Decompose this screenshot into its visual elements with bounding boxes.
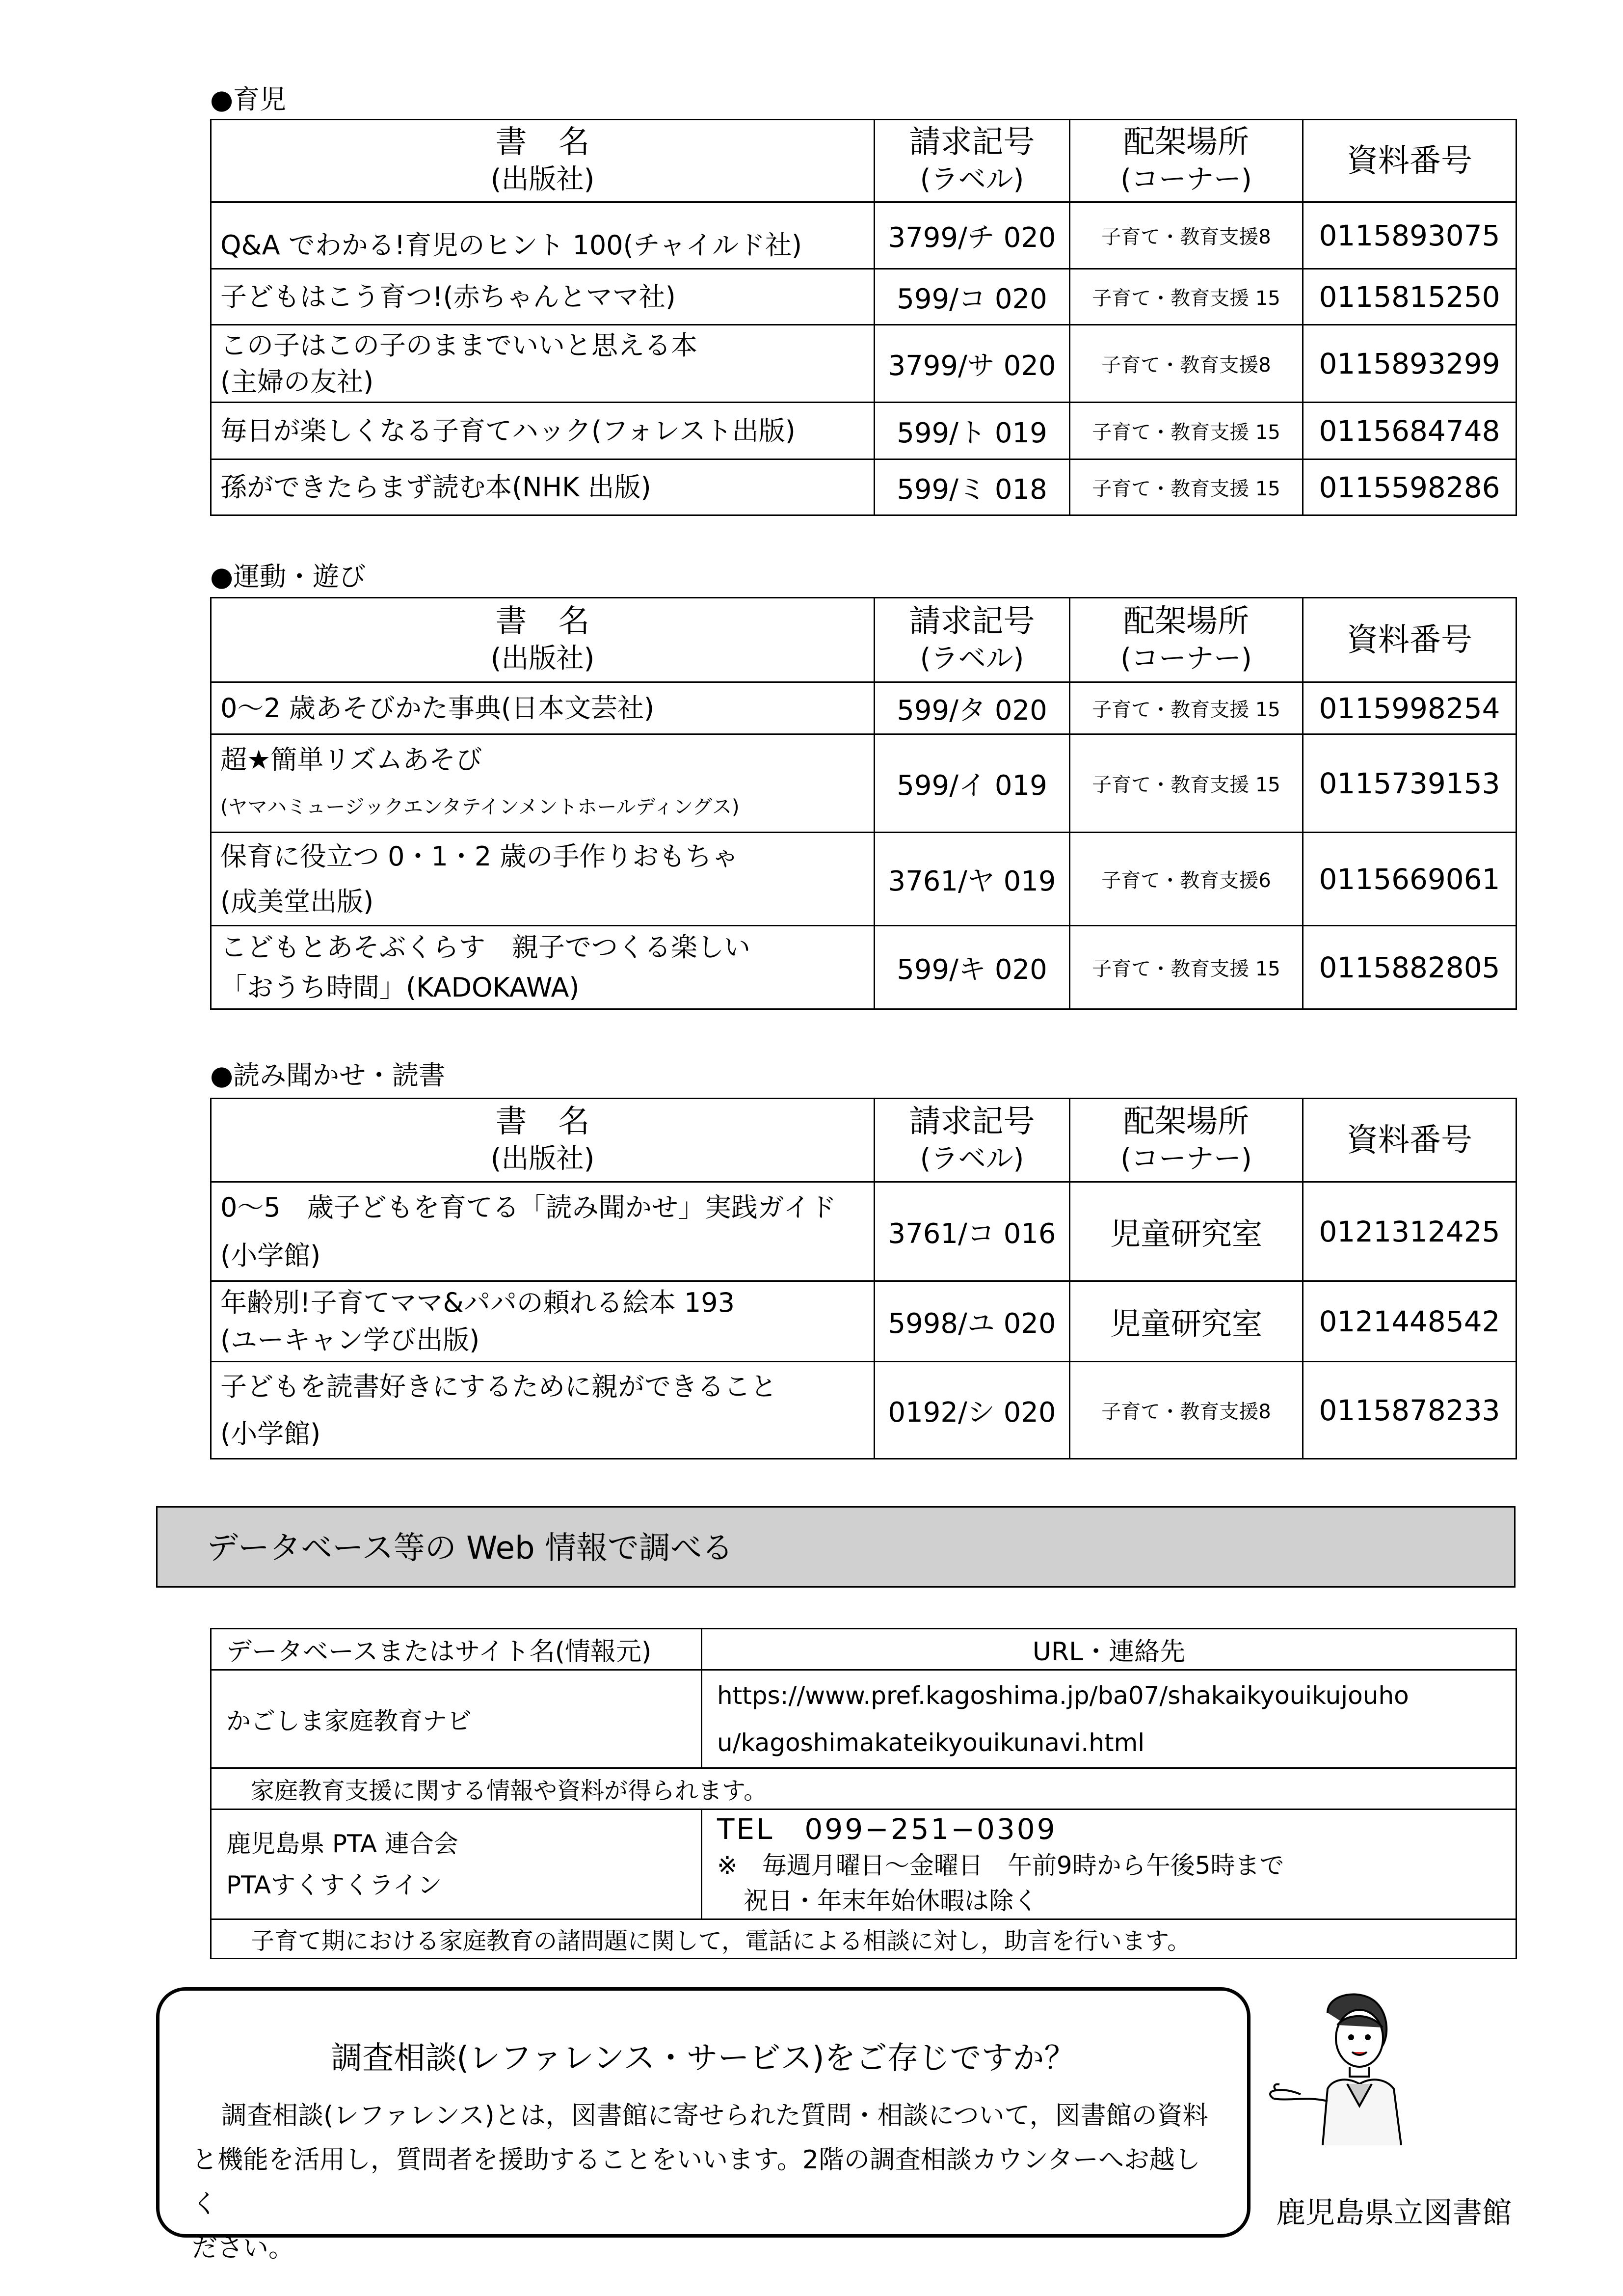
table-row bbox=[211, 403, 1517, 459]
site-name: 鹿児島県 PTA 連合会 PTAすくすくライン bbox=[211, 1810, 702, 1919]
shelf-location: 子育て・教育支援 15 bbox=[1070, 926, 1303, 1009]
web-entry-row bbox=[211, 1670, 1517, 1768]
childcare-books-table bbox=[210, 119, 1517, 516]
header-title: 書 名 (出版社) bbox=[211, 1099, 875, 1182]
book-title: 孫ができたらまず読む本(NHK 出版) bbox=[211, 459, 875, 515]
table-row bbox=[211, 682, 1517, 734]
table-row bbox=[211, 833, 1517, 926]
reference-service-box bbox=[156, 1987, 1251, 2263]
book-title: 毎日が楽しくなる子育てハック(フォレスト出版) bbox=[211, 403, 875, 459]
shelf-location: 子育て・教育支援6 bbox=[1070, 833, 1303, 926]
web-table-header bbox=[211, 1629, 1517, 1670]
office-hours: ※ 毎週月曜日〜金曜日 午前9時から午後5時まで bbox=[717, 1851, 1284, 1880]
header-location: 配架場所 (コーナー) bbox=[1070, 598, 1303, 682]
header-call-no: 請求記号 (ラベル) bbox=[875, 120, 1070, 202]
header-site-name: データベースまたはサイト名(情報元) bbox=[211, 1629, 702, 1670]
table-row bbox=[211, 325, 1517, 403]
shelf-location: 子育て・教育支援 15 bbox=[1070, 459, 1303, 515]
shelf-location: 子育て・教育支援 15 bbox=[1070, 682, 1303, 734]
header-call-no: 請求記号 (ラベル) bbox=[875, 598, 1070, 682]
site-name: かごしま家庭教育ナビ bbox=[211, 1670, 702, 1768]
header-call-no: 請求記号 (ラベル) bbox=[875, 1099, 1070, 1182]
material-id: 0121448542 bbox=[1303, 1281, 1517, 1362]
book-title: 保育に役立つ 0・1・2 歳の手作りおもちゃ (成美堂出版) bbox=[211, 833, 875, 926]
holiday-note: 祝日・年末年始休暇は除く bbox=[744, 1886, 1038, 1915]
material-id: 0115739153 bbox=[1303, 734, 1517, 833]
material-id: 0115878233 bbox=[1303, 1362, 1517, 1459]
call-number: 599/キ 020 bbox=[875, 926, 1070, 1009]
material-id: 0115815250 bbox=[1303, 269, 1517, 325]
table-header-row bbox=[211, 598, 1517, 682]
table-row bbox=[211, 926, 1517, 1009]
book-title: 子どもはこう育つ!(赤ちゃんとママ社) bbox=[211, 269, 875, 325]
shelf-location: 児童研究室 bbox=[1070, 1281, 1303, 1362]
section-title-childcare: ●育児 bbox=[210, 84, 287, 115]
material-id: 0115598286 bbox=[1303, 459, 1517, 515]
shelf-location: 子育て・教育支援 15 bbox=[1070, 734, 1303, 833]
web-info-banner bbox=[156, 1506, 1516, 1588]
web-note-row bbox=[211, 1768, 1517, 1810]
header-id: 資料番号 bbox=[1303, 1099, 1517, 1182]
header-title: 書 名 (出版社) bbox=[211, 120, 875, 202]
table-row bbox=[211, 202, 1517, 269]
call-number: 599/ミ 018 bbox=[875, 459, 1070, 515]
shelf-location: 子育て・教育支援8 bbox=[1070, 1362, 1303, 1459]
call-number: 599/イ 019 bbox=[875, 734, 1070, 833]
shelf-location: 子育て・教育支援8 bbox=[1070, 325, 1303, 403]
header-id: 資料番号 bbox=[1303, 598, 1517, 682]
phone-number[interactable]: TEL 099−251−0309 bbox=[717, 1812, 1057, 1846]
shelf-location: 児童研究室 bbox=[1070, 1182, 1303, 1281]
table-row bbox=[211, 269, 1517, 325]
table-header-row bbox=[211, 120, 1517, 202]
book-title: 超★簡単リズムあそび (ヤマハミュージックエンタテインメントホールディングス) bbox=[211, 734, 875, 833]
call-number: 5998/ユ 020 bbox=[875, 1281, 1070, 1362]
call-number: 599/コ 020 bbox=[875, 269, 1070, 325]
reading-books-table bbox=[210, 1098, 1517, 1459]
site-note: 子育て期における家庭教育の諸問題に関して，電話による相談に対し，助言を行います。 bbox=[211, 1919, 1517, 1959]
call-number: 3761/コ 016 bbox=[875, 1182, 1070, 1281]
exercise-play-books-table bbox=[210, 597, 1517, 1010]
web-info-table bbox=[210, 1628, 1517, 1959]
call-number: 0192/シ 020 bbox=[875, 1362, 1070, 1459]
table-row bbox=[211, 1281, 1517, 1362]
call-number: 599/タ 020 bbox=[875, 682, 1070, 734]
table-header-row bbox=[211, 1099, 1517, 1182]
material-id: 0115882805 bbox=[1303, 926, 1517, 1009]
table-row bbox=[211, 1182, 1517, 1281]
book-title: 0〜2 歳あそびかた事典(日本文芸社) bbox=[211, 682, 875, 734]
material-id: 0121312425 bbox=[1303, 1182, 1517, 1281]
book-title: 子どもを読書好きにするために親ができること (小学館) bbox=[211, 1362, 875, 1459]
section-title-exercise-play: ●運動・遊び bbox=[210, 561, 366, 592]
reference-body: 調査相談(レファレンス)とは，図書館に寄せられた質問・相談について，図書館の資料 と機能を活用し，質問者を援助することをいいます。2階の調査相談カウンターへお越しく ださい。 bbox=[192, 2101, 1208, 2263]
header-url: URL・連絡先 bbox=[702, 1629, 1517, 1670]
shelf-location: 子育て・教育支援8 bbox=[1070, 202, 1303, 269]
site-note: 家庭教育支援に関する情報や資料が得られます。 bbox=[211, 1768, 1517, 1810]
web-note-row bbox=[211, 1919, 1517, 1959]
material-id: 0115893299 bbox=[1303, 325, 1517, 403]
material-id: 0115893075 bbox=[1303, 202, 1517, 269]
header-id: 資料番号 bbox=[1303, 120, 1517, 202]
call-number: 3799/チ 020 bbox=[875, 202, 1070, 269]
reference-title: 調査相談(レファレンス・サービス)をご存じですか？ bbox=[331, 2040, 1076, 2077]
site-url[interactable]: https://www.pref.kagoshima.jp/ba07/shakaikyouikujouho u/kagoshimakateikyouikunavi.html bbox=[702, 1670, 1517, 1768]
call-number: 3761/ヤ 019 bbox=[875, 833, 1070, 926]
header-location: 配架場所 (コーナー) bbox=[1070, 120, 1303, 202]
material-id: 0115998254 bbox=[1303, 682, 1517, 734]
shelf-location: 子育て・教育支援 15 bbox=[1070, 269, 1303, 325]
material-id: 0115669061 bbox=[1303, 833, 1517, 926]
book-title: Q&A でわかる!育児のヒント 100(チャイルド社) bbox=[211, 202, 875, 269]
book-title: 0〜5 歳子どもを育てる「読み聞かせ」実践ガイド (小学館) bbox=[211, 1182, 875, 1281]
book-title: こどもとあそぶくらす 親子でつくる楽しい 「おうち時間」(KADOKAWA) bbox=[211, 926, 875, 1009]
contact-info bbox=[702, 1810, 1517, 1919]
call-number: 599/ト 019 bbox=[875, 403, 1070, 459]
shelf-location: 子育て・教育支援 15 bbox=[1070, 403, 1303, 459]
header-title: 書 名 (出版社) bbox=[211, 598, 875, 682]
call-number: 3799/サ 020 bbox=[875, 325, 1070, 403]
table-row bbox=[211, 459, 1517, 515]
section-title-reading: ●読み聞かせ・読書 bbox=[210, 1060, 446, 1091]
table-row bbox=[211, 734, 1517, 833]
header-location: 配架場所 (コーナー) bbox=[1070, 1099, 1303, 1182]
book-title: 年齢別!子育てママ&パパの頼れる絵本 193 (ユーキャン学び出版) bbox=[211, 1281, 875, 1362]
web-entry-row bbox=[211, 1810, 1517, 1919]
library-name: 鹿児島県立図書館 bbox=[1276, 2196, 1512, 2230]
web-info-banner-text: データベース等の Web 情報で調べる bbox=[207, 1530, 734, 1567]
book-title: この子はこの子のままでいいと思える本 (主婦の友社) bbox=[211, 325, 875, 403]
material-id: 0115684748 bbox=[1303, 403, 1517, 459]
table-row bbox=[211, 1362, 1517, 1459]
librarian-illustration bbox=[1254, 1983, 1411, 2145]
